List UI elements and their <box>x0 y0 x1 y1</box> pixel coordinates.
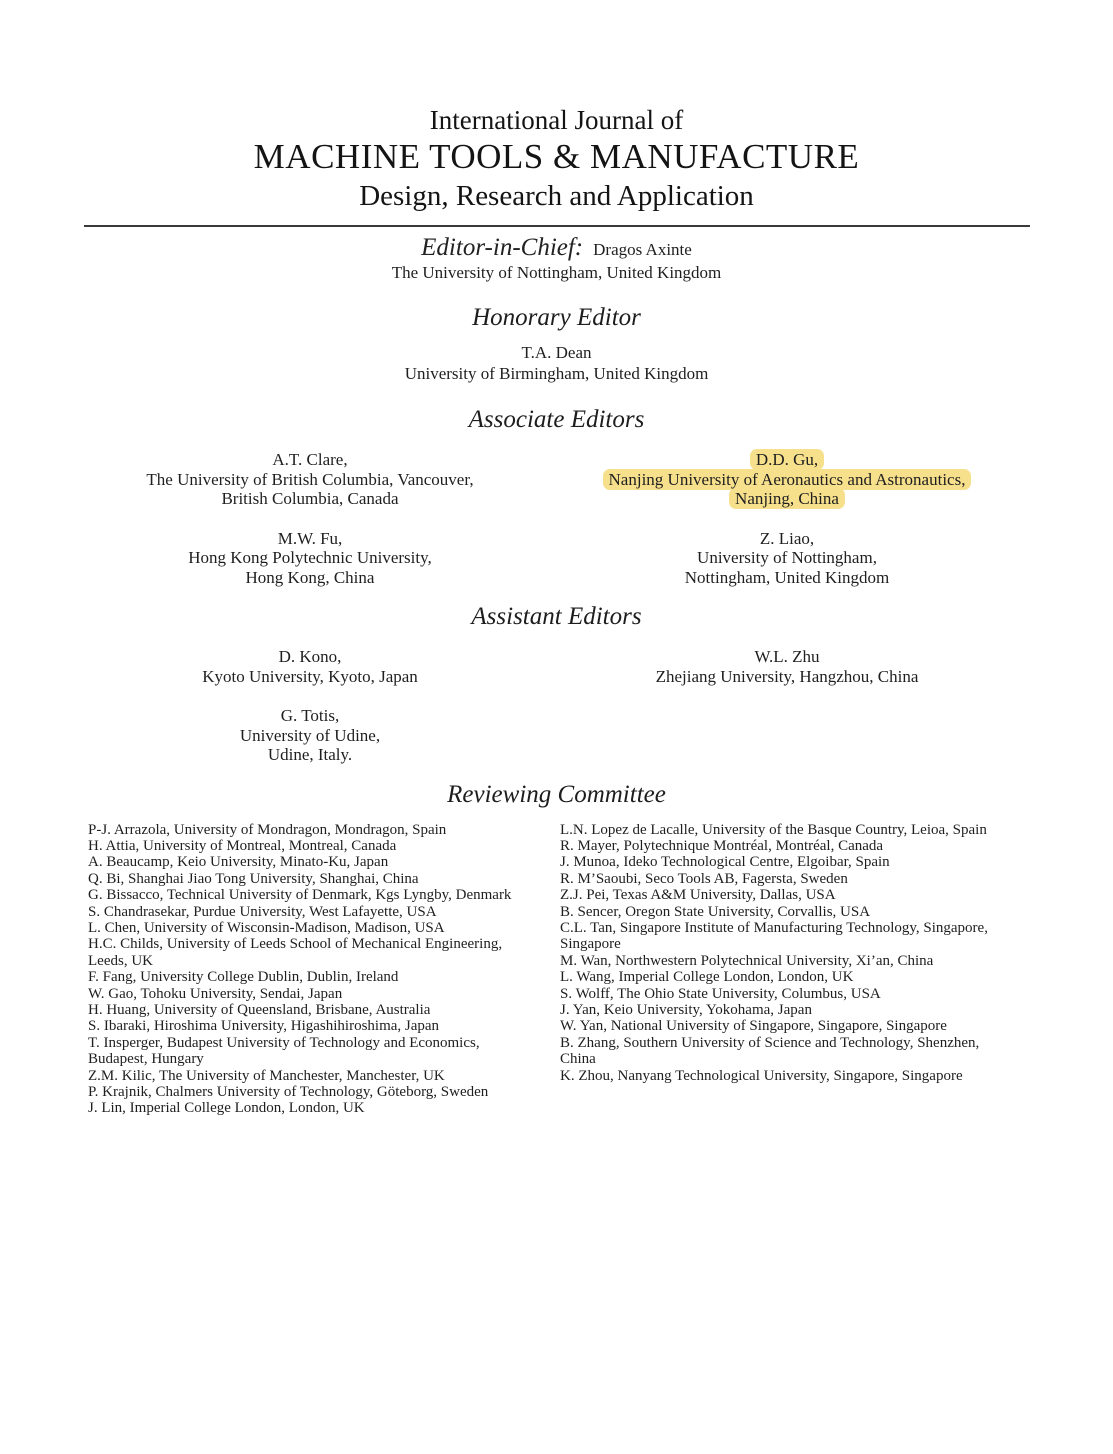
editor-in-chief-name: Dragos Axinte <box>593 240 692 259</box>
editor-in-chief-heading: Editor-in-Chief: <box>421 234 584 261</box>
editor-line: University of Nottingham, <box>697 548 877 567</box>
committee-member: J. Lin, Imperial College London, London, UK <box>88 1100 365 1117</box>
honorary-editor-affiliation: University of Birmingham, United Kingdom <box>404 364 709 383</box>
assistant-editors-heading: Assistant Editors <box>471 603 642 630</box>
editor-line: British Columbia, Canada <box>221 489 399 508</box>
honorary-editor-name: T.A. Dean <box>521 343 592 362</box>
reviewing-committee-left-column <box>88 822 530 1117</box>
committee-member: S. Ibaraki, Hiroshima University, Higashihiroshima, Japan <box>88 1018 440 1035</box>
committee-member: R. Mayer, Polytechnique Montréal, Montréal, Canada <box>560 837 884 854</box>
committee-member: H.C. Childs, University of Leeds School of Mechanical Engineering, Leeds, UK <box>88 936 503 969</box>
committee-member: G. Bissacco, Technical University of Denmark, Kgs Lyngby, Denmark <box>88 887 512 904</box>
committee-member: J. Munoa, Ideko Technological Centre, Elgoibar, Spain <box>560 854 890 871</box>
editor-line: Nanjing, China <box>729 488 845 509</box>
committee-member: T. Insperger, Budapest University of Technology and Economics, Budapest, Hungary <box>88 1034 480 1068</box>
journal-title-prefix: International Journal of <box>429 105 684 135</box>
editor-line: Udine, Italy. <box>267 745 353 764</box>
committee-member: H. Attia, University of Montreal, Montreal, Canada <box>88 837 397 854</box>
masthead <box>0 104 1113 214</box>
editor-line: M.W. Fu, <box>277 528 343 548</box>
editor-block <box>90 450 530 509</box>
committee-member: R. M’Saoubi, Seco Tools AB, Fagersta, Sweden <box>560 870 848 887</box>
committee-member: L. Chen, University of Wisconsin-Madison, Madison, USA <box>88 919 445 936</box>
committee-member: M. Wan, Northwestern Polytechnical University, Xi’an, China <box>560 952 934 969</box>
committee-member: S. Chandrasekar, Purdue University, West Lafayette, USA <box>88 903 437 920</box>
committee-member: P-J. Arrazola, University of Mondragon, Mondragon, Spain <box>88 821 447 838</box>
editor-line: University of Udine, <box>239 725 381 745</box>
committee-member: S. Wolff, The Ohio State University, Columbus, USA <box>560 985 881 1002</box>
editor-line: W.L. Zhu <box>754 647 820 666</box>
editor-block <box>567 647 1007 686</box>
committee-member: P. Krajnik, Chalmers University of Technology, Göteborg, Sweden <box>88 1084 489 1100</box>
editor-block <box>90 706 530 765</box>
committee-member: Z.J. Pei, Texas A&M University, Dallas, USA <box>560 887 836 904</box>
editor-line: Zhejiang University, Hangzhou, China <box>655 666 919 686</box>
committee-member: K. Zhou, Nanyang Technological University, Singapore, Singapore <box>560 1067 963 1084</box>
reviewing-committee-heading: Reviewing Committee <box>447 780 666 808</box>
editor-line: D.D. Gu, <box>750 449 824 470</box>
committee-member: C.L. Tan, Singapore Institute of Manufacturing Technology, Singapore, Singapore <box>560 919 988 953</box>
editor-line: D. Kono, <box>278 647 342 666</box>
editor-line: Nottingham, United Kingdom <box>684 567 890 587</box>
committee-member: J. Yan, Keio University, Yokohama, Japan <box>560 1001 812 1018</box>
editor-line: The University of British Columbia, Vancouver, <box>146 469 474 489</box>
masthead-divider <box>84 225 1030 227</box>
editor-line: Hong Kong Polytechnic University, <box>188 548 432 567</box>
committee-member: L.N. Lopez de Lacalle, University of the Basque Country, Leioa, Spain <box>560 821 987 838</box>
committee-member: W. Gao, Tohoku University, Sendai, Japan <box>88 985 343 1002</box>
journal-title: MACHINE TOOLS & MANUFACTURE <box>253 137 860 176</box>
honorary-editor-heading: Honorary Editor <box>472 304 641 331</box>
committee-member: H. Huang, University of Queensland, Brisbane, Australia <box>88 1001 431 1018</box>
editor-line: Kyoto University, Kyoto, Japan <box>202 666 418 686</box>
editor-in-chief-affiliation: The University of Nottingham, United Kingdom <box>391 263 722 282</box>
editor-line: Hong Kong, China <box>245 567 375 587</box>
journal-subtitle: Design, Research and Application <box>359 180 754 212</box>
editor-line: A.T. Clare, <box>272 450 348 469</box>
editor-in-chief-row <box>0 234 1113 262</box>
committee-member: A. Beaucamp, Keio University, Minato-Ku, Japan <box>88 854 389 871</box>
committee-member: W. Yan, National University of Singapore, Singapore, Singapore <box>560 1018 947 1035</box>
editor-line: G. Totis, <box>280 706 340 725</box>
editor-block <box>567 529 1007 588</box>
committee-member: F. Fang, University College Dublin, Dublin, Ireland <box>88 969 399 986</box>
associate-editors-grid <box>0 450 1113 587</box>
committee-member: B. Sencer, Oregon State University, Corvallis, USA <box>560 903 871 920</box>
editor-block <box>90 529 530 588</box>
committee-member: Q. Bi, Shanghai Jiao Tong University, Shanghai, China <box>88 870 419 887</box>
assistant-editors-grid <box>0 647 1113 765</box>
editor-line: Nanjing University of Aeronautics and Astronautics, <box>603 469 972 490</box>
editor-block-highlighted <box>567 450 1007 509</box>
reviewing-committee-right-column <box>560 822 1008 1117</box>
editor-line: Z. Liao, <box>759 528 815 548</box>
editor-block <box>90 647 530 686</box>
associate-editors-heading: Associate Editors <box>468 406 645 433</box>
committee-member: Z.M. Kilic, The University of Manchester, Manchester, UK <box>88 1067 445 1084</box>
reviewing-committee <box>0 822 1113 1117</box>
committee-member: B. Zhang, Southern University of Science and Technology, Shenzhen, China <box>560 1034 980 1068</box>
committee-member: L. Wang, Imperial College London, London, UK <box>560 969 854 986</box>
